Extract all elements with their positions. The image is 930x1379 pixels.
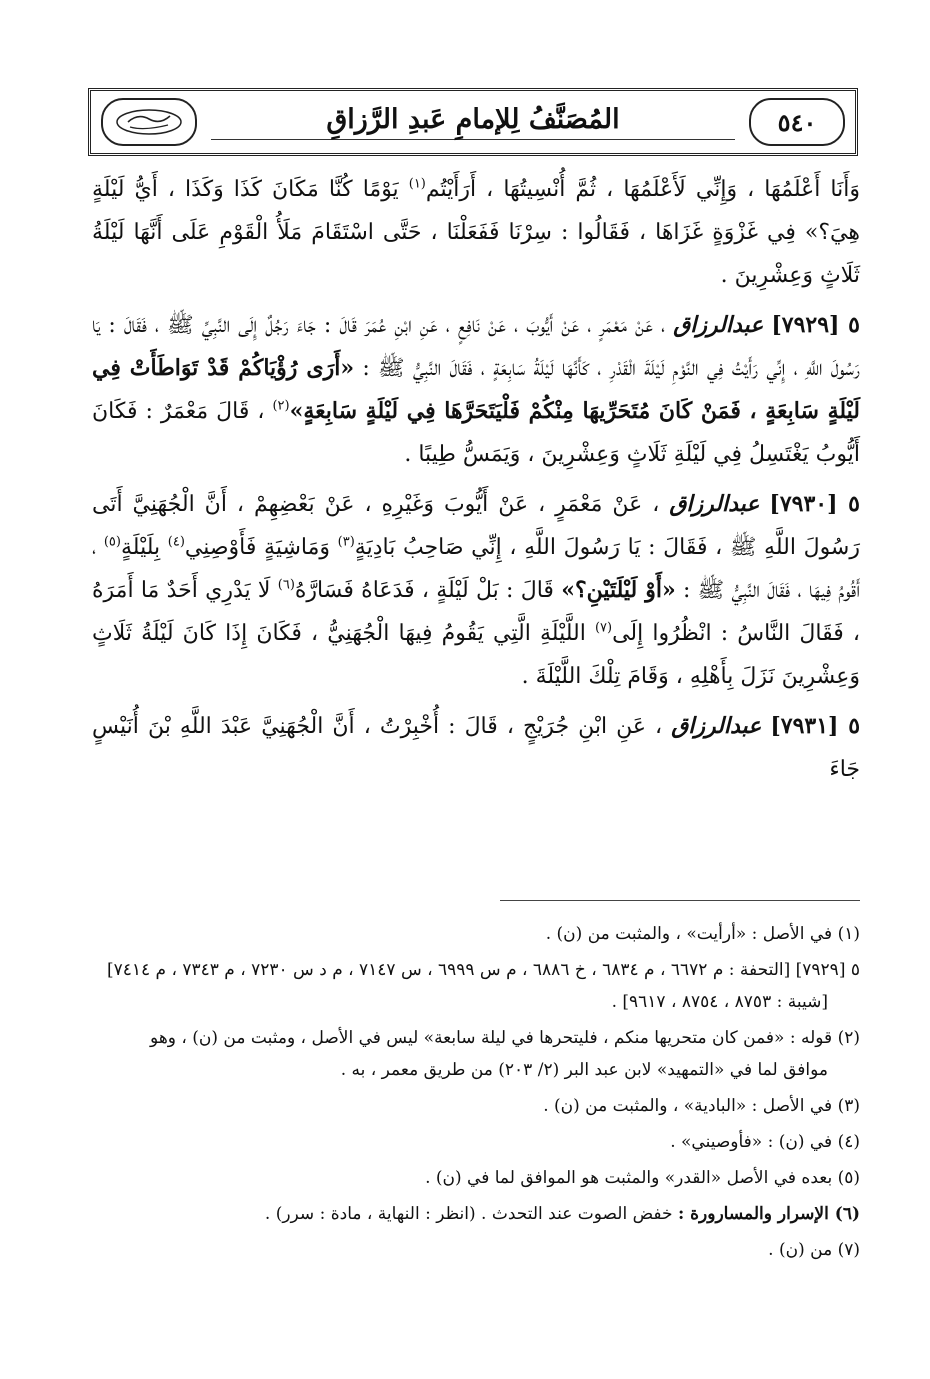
footnote-line: (٢) قوله : «فمن كان متحريها منكم ، فليتحرها في ليلة سابعة» ليس في الأصل ، ومثبت من (ن) ، وهو (150, 1028, 860, 1048)
text-run: ، عَنْ مَعْمَرٍ ، عَنْ أَيُّوبَ وَغَيْرِهِ ، عَنْ بَعْضِهِمْ ، أَنَّ الْجُهَنِيَّ أَتَى رَسُولَ اللَّهِ ﷺ ، فَقَالَ : يَا رَسُولَ اللَّهِ ، إِنِّي صَاحِبُ بَادِيَةٍ (92, 492, 860, 560)
text-run: لَا يَدْرِي أَحَدٌ مَا أَمَرَهُ ، فَقَالَ النَّاسُ : انْظُرُوا إِلَى (92, 578, 860, 646)
main-text (92, 168, 860, 798)
takhrij-line: [شيبة : ٨٧٥٣ ، ٨٧٥٤ ، ٩٦١٧] . (611, 992, 828, 1012)
footnote-1: (١) في الأصل : «أرأيت» ، والمثبت من (ن) . (545, 924, 860, 944)
takhrij-line: ٥ [٧٩٢٩] [التحفة : م ٦٦٧٢ ، م ٦٨٣٤ ، خ ٦٨٨٦ ، م س ٦٩٩٩ ، س ٧١٤٧ ، م د س ٧٢٣٠ ، م ٧٣٤٣ ، م ٧٤١٤] (106, 960, 860, 980)
paragraph-continuation (92, 168, 860, 297)
seal-icon (114, 107, 184, 137)
footnote-6 (92, 1198, 860, 1230)
text-run: اللَّيْلَةِ الَّتِي يَقُومُ فِيهَا الْجُهَنِيُّ ، فَكَانَ إِذَا كَانَ لَيْلَةُ ثَلَاثٍ وَعِشْرِينَ نَزَلَ بِأَهْلِهِ ، وَقَامَ تِلْكَ اللَّيْلَةَ . (92, 621, 860, 689)
text-run: وَمَاشِيَةٍ فَأَوْصِنِي (184, 535, 338, 560)
footnote-3: (٣) في الأصل : «البادية» ، والمثبت من (ن) . (543, 1096, 860, 1116)
footnote-ref[interactable]: (٧) (594, 620, 613, 636)
text-run: ، قَالَ مَعْمَرٌ : فَكَانَ أَيُّوبُ يَغْتَسِلُ فِي لَيْلَةِ ثَلَاثٍ وَعِشْرِينَ ، وَيَمَسُّ طِيبًا . (92, 399, 860, 467)
footnote-line: خفض الصوت عند التحدث . (انظر : النهاية ، مادة : سرر) . (264, 1204, 678, 1224)
narrator-name: عبدالرزاق (671, 713, 762, 739)
footnote-ref[interactable]: (٤) (167, 534, 185, 550)
text-run: ، أَقُومُ فِيهَا ، فَقَالَ النَّبِيُّ ﷺ : (92, 535, 860, 603)
footnote-line: موافق لما في «التمهيد» لابن عبد البر (٢/ ٢٠٣) من طريق معمر ، به . (340, 1060, 828, 1080)
narrator-name: عبدالرزاق (673, 312, 764, 338)
footnote-term: (٦) الإسرار والمسارورة : (677, 1204, 860, 1224)
text-run: ، عَنْ مَعْمَرٍ ، عَنْ أَيُّوبَ ، عَنْ نَافِعٍ ، عَنِ ابْنِ عُمَرَ قَالَ : جَاءَ رَجُلٌ إِلَى النَّبِيِّ ﷺ ، فَقَالَ : يَا رَسُولَ اللَّهِ ، إِنِّي رَأَيْتُ فِي النَّوْمِ لَيْلَةَ الْقَدْرِ ، كَأَنَّهَا لَيْلَةُ سَابِعَةٍ ، فَقَالَ النَّبِيُّ ﷺ : (92, 313, 860, 381)
book-title: المُصَنَّفُ لِلإمامِ عَبدِ الرَّزاقِ (211, 104, 735, 140)
prophet-quote: «أَرَى رُؤْيَاكُمْ قَدْ تَوَاطَأَتْ فِي لَيْلَةٍ سَابِعَةٍ ، فَمَنْ كَانَ مُتَحَرِّيهَا مِنْكُمْ فَلْيَتَحَرَّهَا فِي لَيْلَةٍ سَابِعَةٍ» (92, 355, 861, 424)
hadith-7929 (92, 304, 860, 476)
text-run: قَالَ : بَلْ لَيْلَةٍ ، فَدَعَاهُ فَسَارَّهُ (294, 578, 562, 603)
hadith-7930 (92, 483, 860, 698)
hadith-number: ٥ [٧٩٢٩] (771, 312, 860, 338)
page-number: ٥٤٠ (749, 98, 845, 146)
hadith-7931 (92, 705, 860, 791)
text-run: ، عَنِ ابْنِ جُرَيْجٍ ، قَالَ : أُخْبِرْتُ ، أَنَّ الْجُهَنِيَّ عَبْدَ اللَّهِ بْنَ أُنَيْسٍ جَاءَ (92, 714, 860, 782)
footnote-5: (٥) بعده في الأصل «القدر» والمثبت هو الموافق لما في (ن) . (425, 1168, 860, 1188)
hadith-number: ٥ [٧٩٣٠] (769, 491, 860, 517)
footnote-ref[interactable]: (٢) (272, 398, 290, 414)
footnote-ref[interactable]: (١) (408, 176, 426, 192)
text-run: يَوْمًا كُنَّا مَكَانَ كَذَا وَكَذَا ، أَيُّ لَيْلَةٍ هِيَ؟» فِي غَزْوَةٍ غَزَاهَا ، فَقَالُوا : سِرْنَا فَفَعَلْنَا ، حَتَّى اسْتَقَامَ مَلَأُ الْقَوْمِ عَلَى أَنَّهَا لَيْلَةُ ثَلَاثٍ وَعِشْرِينَ . (92, 177, 860, 288)
footnote-ref[interactable]: (٦) (277, 577, 295, 593)
narrator-name: عبدالرزاق (669, 491, 760, 517)
prophet-quote: «أَوْ لَيْلَتَيْنِ؟» (561, 577, 676, 603)
footnote-4: (٤) في (ن) : «فأوصيني» . (670, 1132, 860, 1152)
footnote-7: (٧) من (ن) . (768, 1240, 860, 1260)
footnotes (92, 918, 860, 1270)
text-run: وَأَنَا أَعْلَمُهَا ، وَإِنِّي لَأَعْلَمُهَا ، ثُمَّ أُنْسِيتُهَا ، أَرَأَيْتُم (425, 177, 860, 202)
footnote-divider (500, 900, 860, 901)
takhrij-7929 (92, 954, 860, 1018)
footnote-2 (92, 1022, 860, 1086)
footnote-ref[interactable]: (٣) (337, 534, 355, 550)
page-header (88, 88, 858, 156)
hadith-number: ٥ [٧٩٣١] (770, 713, 861, 739)
footnote-ref[interactable]: (٥) (103, 534, 121, 550)
book-seal-logo (101, 98, 197, 146)
text-run: بِلَيْلَةٍ (120, 535, 168, 560)
